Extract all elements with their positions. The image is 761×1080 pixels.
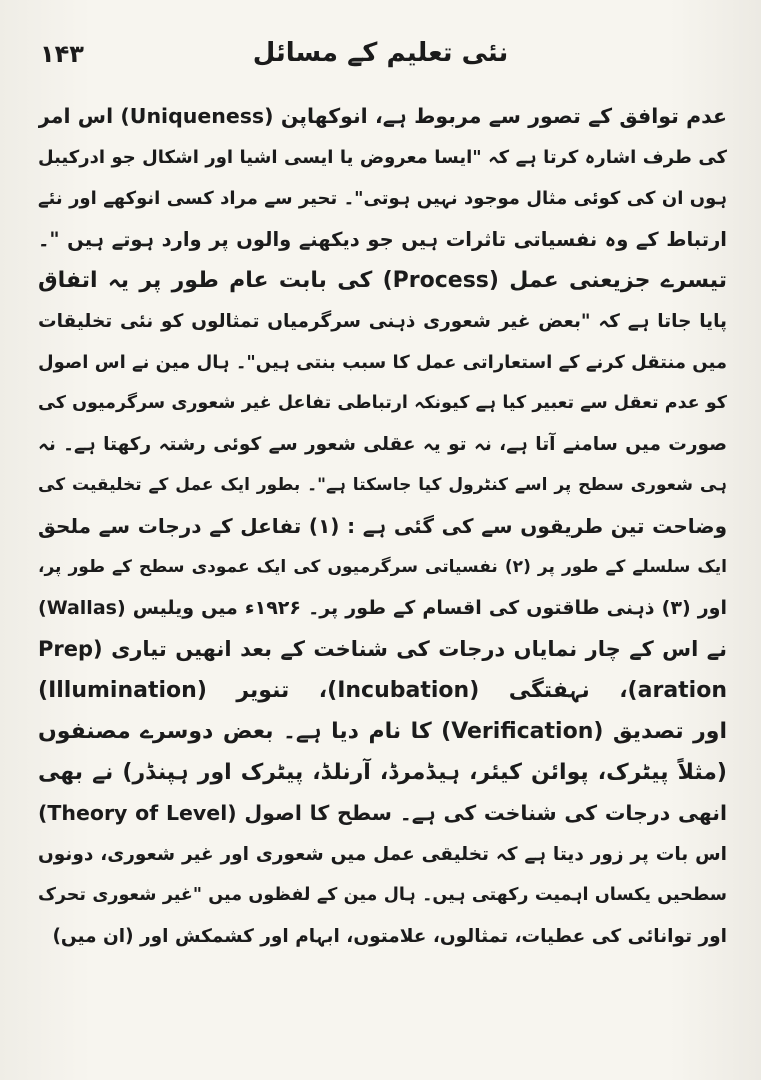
- text-line: اس بات پر زور دیتا ہے کہ تخلیقی عمل میں شعوری اور غیر شعوری، دونوں: [38, 844, 727, 865]
- text-line: اور تصدیق (Verification) کا نام دیا ہے۔ بعض دوسرے مصنفوں: [38, 719, 727, 744]
- text-line: میں منتقل کرنے کے استعاراتی عمل کا سبب بنتی ہیں"۔ ہال مین نے اس اصول: [38, 352, 727, 373]
- text-line: تیسرے جزیعنی عمل (Process) کی بابت عام طور پر یہ اتفاق: [38, 268, 727, 293]
- text-line: پایا جاتا ہے کہ "بعض غیر شعوری ذہنی سرگرمیاں تمثالوں کو نئی تخلیقات: [38, 311, 727, 332]
- text-line: سطحیں یکساں اہمیت رکھتی ہیں۔ ہال مین کے لفظوں میں "غیر شعوری تحرک: [38, 885, 727, 905]
- running-title: نئی تعلیم کے مسائل: [252, 38, 509, 68]
- text-line: وضاحت تین طریقوں سے کی گئی ہے : (۱) تفاعل کے درجات سے ملحق: [38, 514, 727, 538]
- text-line: aration)، نہفتگی (Incubation)، تنویر (Illumination): [38, 678, 727, 703]
- text-line: ہوں ان کی کوئی مثال موجود نہیں ہوتی"۔ تحیر سے مراد کسی انوکھے اور نئے: [38, 188, 727, 209]
- page-header: [40, 34, 721, 84]
- body-text: [38, 96, 727, 957]
- text-line: صورت میں سامنے آتا ہے، نہ تو یہ عقلی شعور سے کوئی رشتہ رکھتا ہے۔ نہ: [38, 434, 727, 455]
- text-line: کو عدم تعقل سے تعبیر کیا ہے کیونکہ ارتباطی تفاعل غیر شعوری سرگرمیوں کی: [38, 393, 727, 413]
- text-line: ارتباط کے وہ نفسیاتی تاثرات ہیں جو دیکھنے والوں پر وارد ہوتے ہیں "۔: [38, 228, 727, 251]
- page-number: ۱۴۳: [40, 40, 84, 68]
- text-line: اور (۳) ذہنی طاقتوں کی اقسام کے طور پر۔ ۱۹۲۶ء میں ویلیس (Wallas): [38, 597, 727, 619]
- text-line: کی طرف اشارہ کرتا ہے کہ "ایسا معروض یا ایسی اشیا اور اشکال جو ادرکیبل: [38, 147, 727, 168]
- text-line: نے اس کے چار نمایاں درجات کی شناخت کے بعد انھیں تیاری (Prep: [38, 637, 727, 661]
- text-line: اور توانائی کی عطیات، تمثالوں، علامتوں، ابہام اور کشمکش اور (ان میں): [52, 926, 727, 947]
- text-line: عدم توافق کے تصور سے مربوط ہے، انوکھاپن (Uniqueness) اس امر: [38, 104, 727, 128]
- text-line: ہی شعوری سطح پر اسے کنٹرول کیا جاسکتا ہے"۔ بطور ایک عمل کے تخلیقیت کی: [38, 475, 727, 495]
- text-line: (مثلاً پیٹرک، پوائن کیئر، ہیڈمرڈ، آرنلڈ، پیٹرک اور ہپنڈر) نے بھی: [38, 760, 727, 785]
- text-line: انھی درجات کی شناخت کی ہے۔ سطح کا اصول (Theory of Level): [38, 801, 727, 825]
- text-line: ایک سلسلے کے طور پر (۲) نفسیاتی سرگرمیوں کی ایک عمودی سطح کے طور پر،: [38, 557, 727, 577]
